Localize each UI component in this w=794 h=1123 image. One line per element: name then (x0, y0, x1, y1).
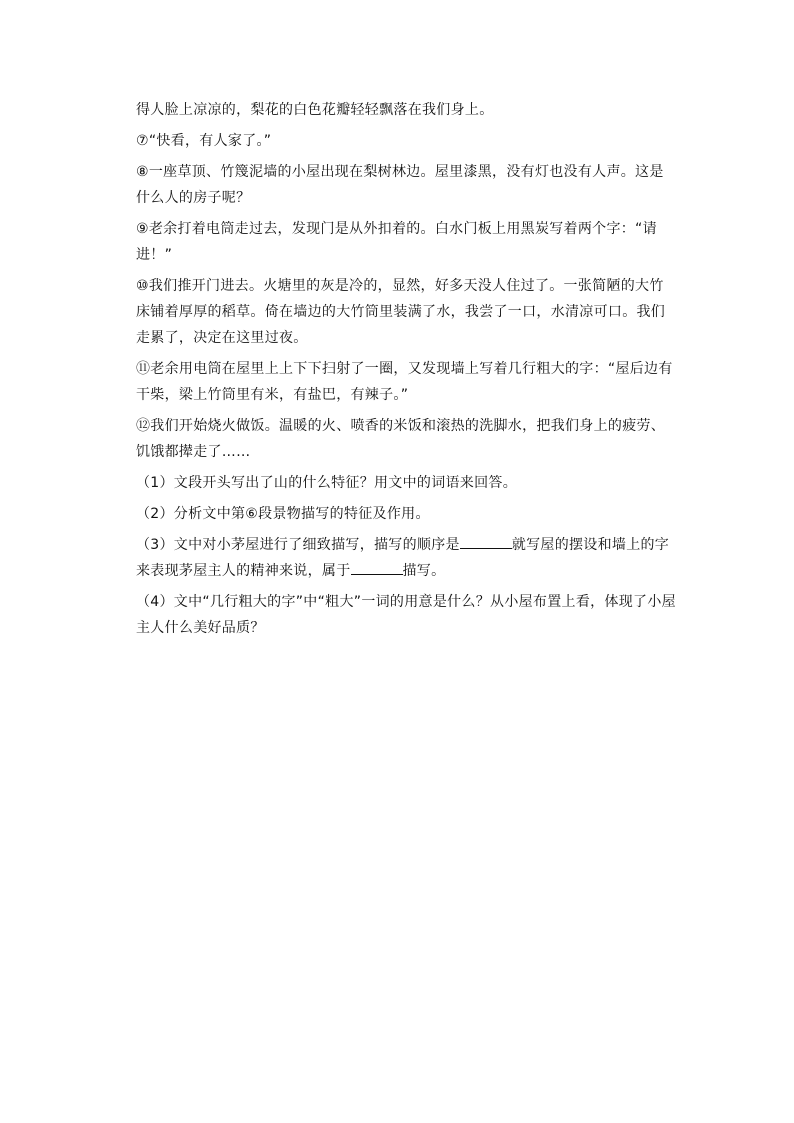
paragraph-9: ⑨老余打着电筒走过去，发现门是从外扣着的。白水门板上用黑炭写着两个字：“请进！” (136, 221, 657, 263)
paragraph-8: ⑧一座草顶、竹篾泥墙的小屋出现在梨树林边。屋里漆黑，没有灯也没有人声。这是什么人的房子呢？ (136, 164, 664, 206)
paragraph-7: ⑦“快看，有人家了。” (136, 133, 272, 149)
question-3-text-c: 描写。 (402, 563, 446, 579)
paragraph-11: ⑪老余用电筒在屋里上上下下扫射了一圈，又发现墙上写着几行粗大的字：“屋后边有干柴，梁上竹筒里有米，有盐巴，有辣子。” (136, 361, 673, 403)
paragraph-6-end: 得人脸上凉凉的，梨花的白色花瓣轻轻飘落在我们身上。 (136, 102, 494, 118)
question-2: （2）分析文中第⑥段景物描写的特征及作用。 (136, 506, 430, 522)
paragraph-12: ⑫我们开始烧火做饭。温暖的火、喷香的米饭和滚热的洗脚水，把我们身上的疲劳、饥饿都撵走了…… (136, 418, 666, 460)
question-3-text-b: 就写屋的摆设和墙上的字来表现茅屋主人的精神来说，属于 (136, 537, 670, 579)
question-3 (136, 532, 676, 584)
document-body (136, 97, 676, 646)
question-1: （1）文段开头写出了山的什么特征？用文中的词语来回答。 (136, 475, 518, 491)
question-4: （4）文中“几行粗大的字”中“粗大”一词的用意是什么？从小屋布置上看，体现了小屋主人什么美好品质？ (136, 594, 676, 636)
answer-blank-1[interactable] (460, 534, 512, 549)
paragraph-10: ⑩我们推开门进去。火塘里的灰是冷的，显然，好多天没人住过了。一张简陋的大竹床铺着厚厚的稻草。倚在墙边的大竹筒里装满了水，我尝了一口，水清凉可口。我们走累了，决定在这里过夜。 (136, 278, 666, 346)
question-3-text-a: （3）文中对小茅屋进行了细致描写，描写的顺序是 (136, 537, 460, 553)
answer-blank-2[interactable] (351, 560, 403, 575)
